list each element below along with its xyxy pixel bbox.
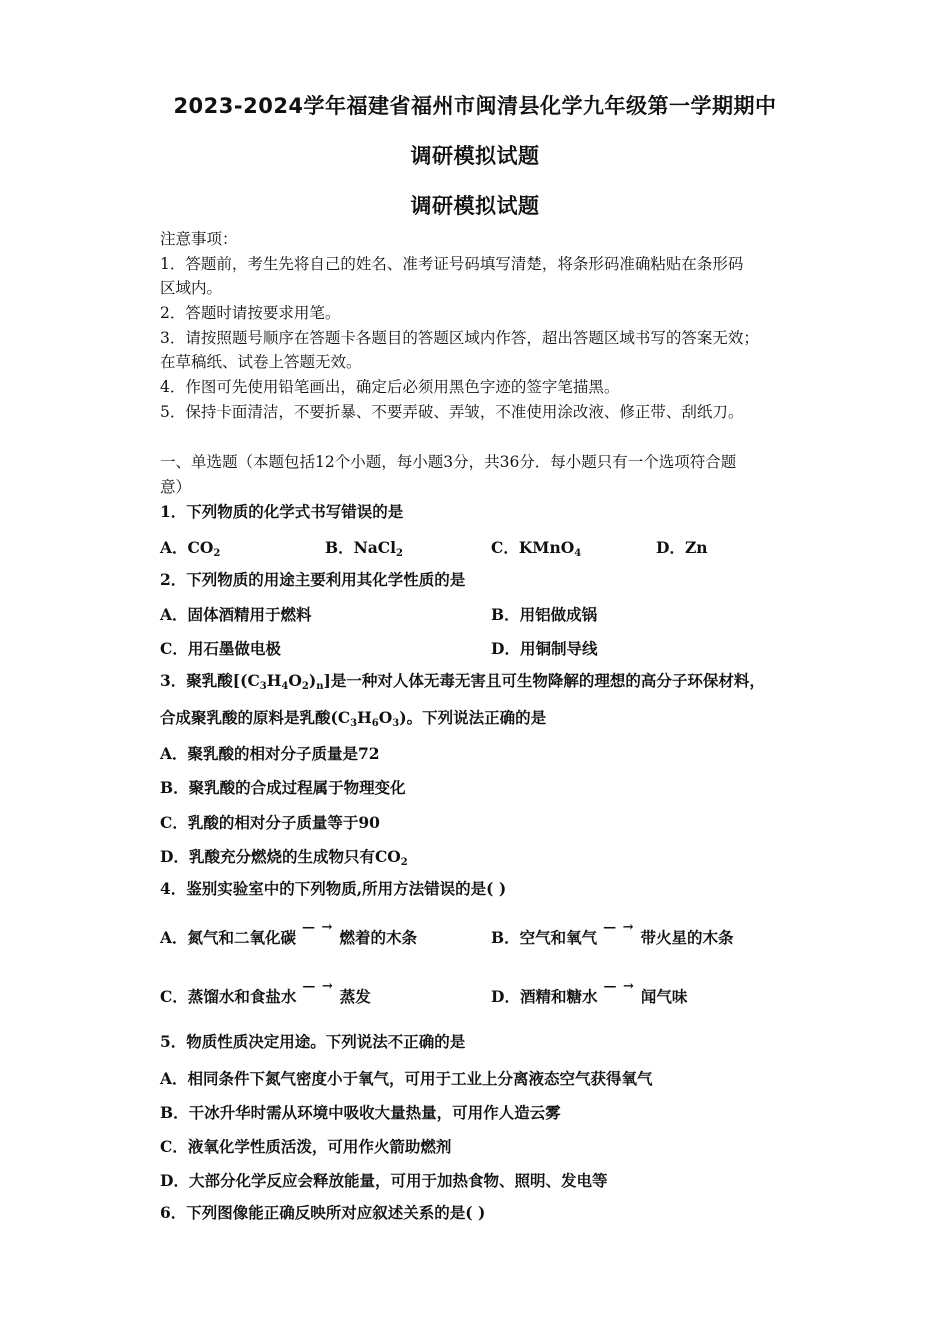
question-6-stem: 6．下列图像能正确反映所对应叙述关系的是( )	[160, 1203, 486, 1222]
section-heading: 一、单选题（本题包括12个小题，每小题3分，共36分．每小题只有一个选项符合题	[160, 453, 737, 471]
question-1-option-b: B．NaCl$_2$	[325, 538, 404, 559]
question-2-option-a: A．固体酒精用于燃料	[160, 605, 312, 624]
question-4-option-a: A．氮气和二氧化碳— →燃着的木条	[160, 920, 417, 947]
question-1-stem: 1．下列物质的化学式书写错误的是	[160, 502, 404, 521]
question-5-stem: 5．物质性质决定用途。下列说法不正确的是	[160, 1032, 466, 1051]
question-5-option-d: D．大部分化学反应会释放能量，可用于加热食物、照明、发电等	[160, 1171, 608, 1190]
question-2-option-b: B．用铝做成锅	[491, 605, 598, 624]
question-4-option-c: C．蒸馏水和食盐水— →蒸发	[160, 979, 371, 1006]
question-1-option-d: D．Zn	[656, 538, 708, 557]
notice-item-1: 1．答题前，考生先将自己的姓名、准考证号码填写清楚，将条形码准确粘贴在条形码	[160, 255, 744, 273]
notice-item-5: 5．保持卡面清洁，不要折暴、不要弄破、弄皱，不准使用涂改液、修正带、刮纸刀。	[160, 403, 744, 421]
question-3-option-c: C．乳酸的相对分子质量等于90	[160, 813, 380, 832]
arrow-icon: — →	[302, 920, 334, 935]
notice-item-1-cont: 区域内。	[160, 279, 223, 297]
notice-item-3: 3．请按照题号顺序在答题卡各题目的答题区域内作答，超出答题区域书写的答案无效；	[160, 329, 759, 347]
question-2-option-c: C．用石墨做电极	[160, 639, 281, 658]
question-2-stem: 2．下列物质的用途主要利用其化学性质的是	[160, 570, 466, 589]
arrow-icon: — →	[603, 979, 635, 994]
notice-item-3-cont: 在草稿纸、试卷上答题无效。	[160, 353, 362, 371]
notice-heading: 注意事项：	[160, 230, 238, 248]
question-4-option-d: D．酒精和糖水— →闻气味	[491, 979, 688, 1006]
exam-subtitle: 调研模拟试题	[410, 144, 540, 168]
exam-title: 2023-2024学年福建省福州市闽清县化学九年级第一学期期中	[173, 94, 777, 118]
question-5-option-c: C．液氧化学性质活泼，可用作火箭助燃剂	[160, 1137, 452, 1156]
question-2-option-d: D．用铜制导线	[491, 639, 598, 658]
arrow-icon: — →	[302, 979, 334, 994]
exam-subtitle-repeat: 调研模拟试题	[410, 194, 540, 218]
question-3-option-d: D．乳酸充分燃烧的生成物只有$CO_2$	[160, 847, 408, 868]
notice-item-4: 4．作图可先使用铅笔画出，确定后必须用黑色字迹的签字笔描黑。	[160, 378, 620, 396]
question-4-option-b: B．空气和氧气— →带火星的木条	[491, 920, 734, 947]
question-5-option-b: B．干冰升华时需从环境中吸收大量热量，可用作人造云雾	[160, 1103, 561, 1122]
question-1-option-a: A．$CO_2$	[160, 538, 221, 559]
question-3-option-b: B．聚乳酸的合成过程属于物理变化	[160, 778, 406, 797]
question-1-option-c: C．KMnO$_4$	[491, 538, 582, 559]
question-5-option-a: A．相同条件下氮气密度小于氧气，可用于工业上分离液态空气获得氧气	[160, 1069, 653, 1088]
section-heading-cont: 意）	[160, 478, 192, 496]
question-3-option-a: A．聚乳酸的相对分子质量是72	[160, 744, 380, 763]
question-3-stem-cont: 合成聚乳酸的原料是乳酸$(C_3H_6O_3)$。下列说法正确的是	[160, 708, 547, 729]
question-3-stem: 3．聚乳酸$[(C_3H_4O_2)_n]$是一种对人体无毒无害且可生物降解的理想的高分子环保材料，	[160, 671, 765, 692]
arrow-icon: — →	[603, 920, 635, 935]
question-4-stem: 4．鉴别实验室中的下列物质,所用方法错误的是( )	[160, 879, 507, 898]
notice-item-2: 2．答题时请按要求用笔。	[160, 304, 341, 322]
